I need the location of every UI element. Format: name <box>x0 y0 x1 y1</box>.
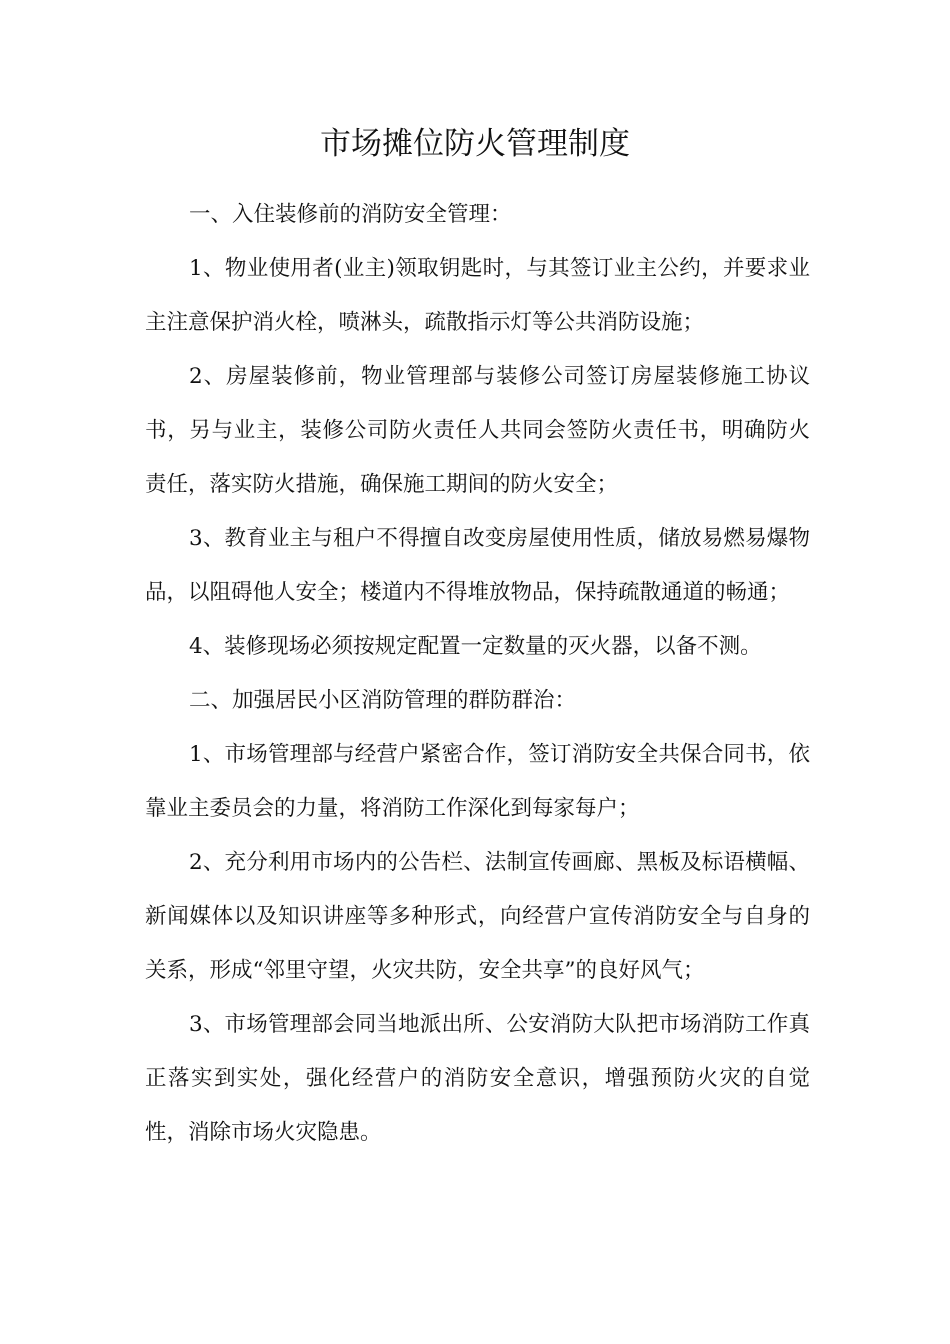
paragraph-2-3: 3、市场管理部会同当地派出所、公安消防大队把市场消防工作真正落实到实处，强化经营户的消防安全意识，增强预防火灾的自觉性，消除市场火灾隐患。 <box>145 1012 810 1145</box>
document-body <box>145 188 810 1160</box>
paragraph-1-3: 3、教育业主与租户不得擅自改变房屋使用性质，储放易燃易爆物品，以阻碍他人安全；楼道内不得堆放物品，保持疏散通道的畅通； <box>145 526 810 605</box>
document-title: 市场摊位防火管理制度 <box>320 126 630 162</box>
section-heading-1: 一、入住装修前的消防安全管理： <box>189 202 512 227</box>
section-heading-2: 二、加强居民小区消防管理的群防群治： <box>189 688 577 713</box>
paragraph-2-2: 2、充分利用市场内的公告栏、法制宣传画廊、黑板及标语横幅、新闻媒体以及知识讲座等多种形式，向经营户宣传消防安全与自身的关系，形成“邻里守望，火灾共防，安全共享”的良好风气； <box>145 850 810 983</box>
paragraph-1-4: 4、装修现场必须按规定配置一定数量的灭火器，以备不测。 <box>189 634 762 659</box>
paragraph-1-1: 1、物业使用者(业主)领取钥匙时，与其签订业主公约，并要求业主注意保护消火栓，喷淋头，疏散指示灯等公共消防设施； <box>145 256 810 335</box>
paragraph-1-2: 2、房屋装修前，物业管理部与装修公司签订房屋装修施工协议书，另与业主，装修公司防火责任人共同会签防火责任书，明确防火责任，落实防火措施，确保施工期间的防火安全； <box>145 364 810 497</box>
paragraph-2-1: 1、市场管理部与经营户紧密合作，签订消防安全共保合同书，依靠业主委员会的力量，将消防工作深化到每家每户； <box>145 742 810 821</box>
